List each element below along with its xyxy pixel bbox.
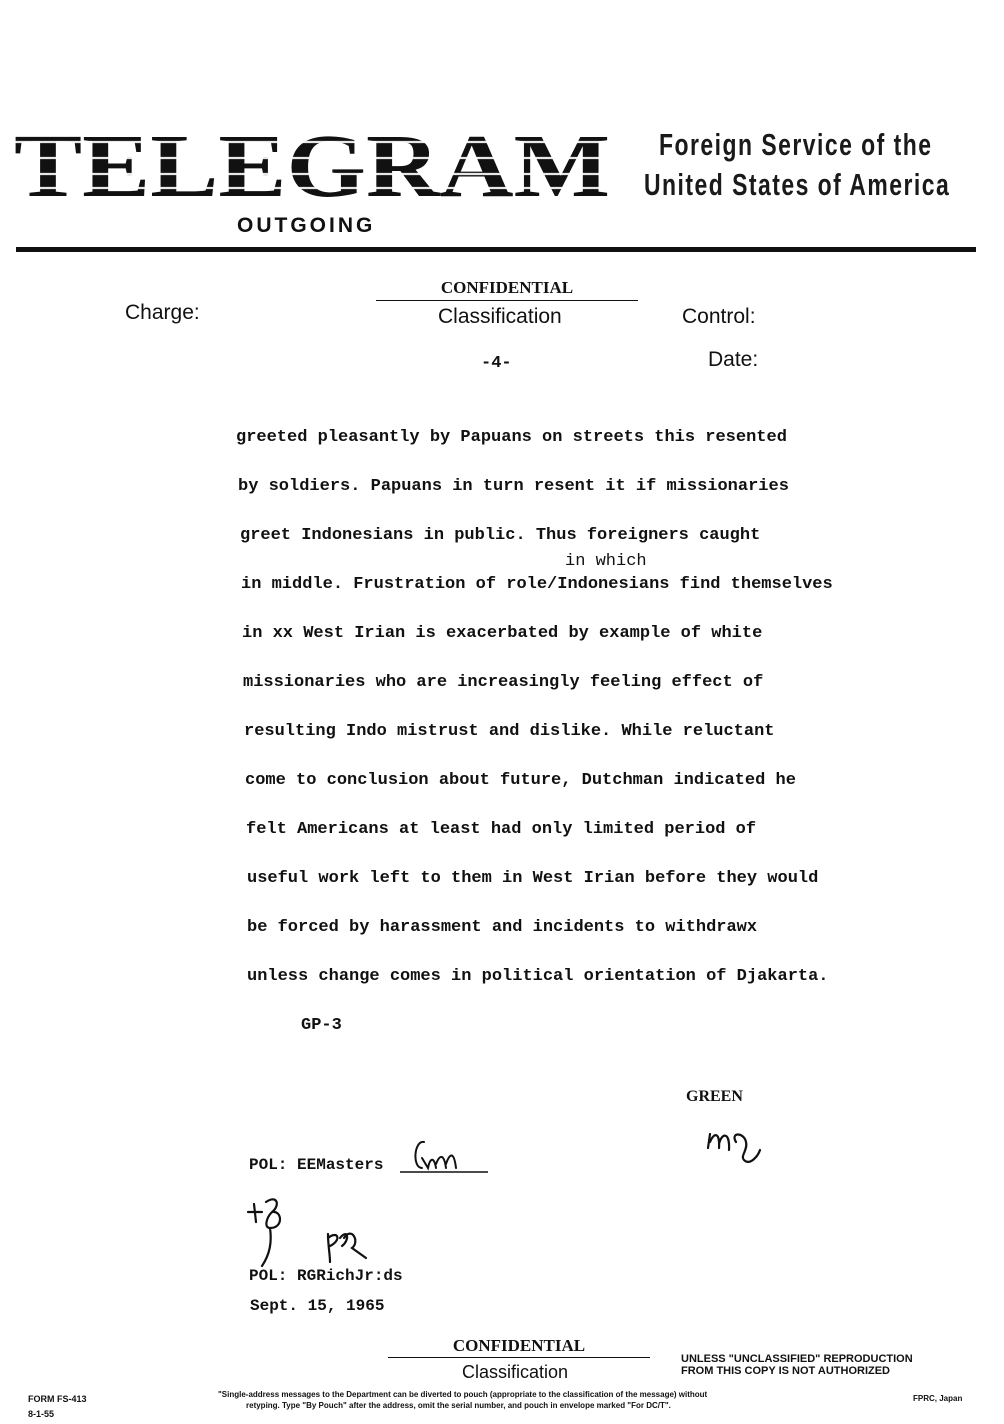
drafter-line: POL: EEMasters bbox=[249, 1156, 384, 1174]
body-line: unless change comes in political orientation of Djakarta. bbox=[247, 967, 829, 986]
telegram-logo bbox=[14, 118, 614, 206]
agency-name-line1: Foreign Service of the bbox=[659, 127, 933, 162]
pouch-instructions-line1: "Single-address messages to the Department can be diverted to pouch (appropriate to the classification of the message) without bbox=[218, 1390, 708, 1399]
page-number: -4- bbox=[481, 354, 512, 373]
telegram-logo-text: TELEGRAM bbox=[14, 118, 610, 206]
classification-top: CONFIDENTIAL bbox=[440, 278, 574, 297]
sender-initials-handwriting bbox=[700, 1120, 772, 1170]
drafter-initials-handwriting bbox=[398, 1134, 490, 1178]
reproduction-notice: UNLESS "UNCLASSIFIED" REPRODUCTION FROM THIS COPY IS NOT AUTHORIZED bbox=[681, 1353, 913, 1377]
printer-mark: FPRC, Japan bbox=[913, 1394, 963, 1403]
body-line: by soldiers. Papuans in turn resent it if missionaries bbox=[238, 477, 789, 496]
body-line: be forced by harassment and incidents to withdrawx bbox=[247, 918, 758, 937]
clearance-line: POL: RGRichJr:ds bbox=[249, 1267, 403, 1285]
control-label: Control: bbox=[682, 305, 756, 328]
agency-name-line2: United States of America bbox=[644, 167, 951, 202]
insertion-text: in which bbox=[565, 552, 647, 571]
charge-label: Charge: bbox=[125, 301, 200, 324]
clearance-handwriting bbox=[244, 1188, 384, 1274]
reference-code: GP-3 bbox=[301, 1016, 342, 1035]
body-line: missionaries who are increasingly feeling effect of bbox=[243, 673, 764, 692]
classification-bottom: CONFIDENTIAL bbox=[452, 1336, 586, 1355]
direction-label: OUTGOING bbox=[237, 214, 376, 237]
body-line: greet Indonesians in public. Thus foreigners caught bbox=[240, 526, 761, 545]
form-number: FORM FS-413 bbox=[28, 1394, 87, 1404]
classification-bottom-caption: Classification bbox=[462, 1362, 569, 1382]
date-label: Date: bbox=[708, 348, 759, 371]
form-date: 8-1-55 bbox=[28, 1409, 55, 1419]
body-line: useful work left to them in West Irian before they would bbox=[247, 869, 819, 888]
body-line: in xx West Irian is exacerbated by example of white bbox=[242, 624, 763, 643]
sender-name: GREEN bbox=[686, 1088, 743, 1105]
body-line: felt Americans at least had only limited period of bbox=[246, 820, 757, 839]
body-line: greeted pleasantly by Papuans on streets this resented bbox=[236, 428, 787, 447]
classification-rule bbox=[376, 300, 638, 301]
pouch-instructions-line2: retyping. Type "By Pouch" after the address, omit the serial number, and pouch in envelope marked "For DC/T". bbox=[246, 1401, 671, 1410]
body-line: resulting Indo mistrust and dislike. While reluctant bbox=[244, 722, 775, 741]
message-date: Sept. 15, 1965 bbox=[250, 1297, 385, 1315]
classification-bottom-rule bbox=[388, 1357, 650, 1358]
classification-caption: Classification bbox=[438, 305, 562, 328]
body-line: in middle. Frustration of role/Indonesians find themselves bbox=[241, 575, 833, 594]
header-rule bbox=[16, 247, 976, 252]
body-line: come to conclusion about future, Dutchman indicated he bbox=[245, 771, 796, 790]
